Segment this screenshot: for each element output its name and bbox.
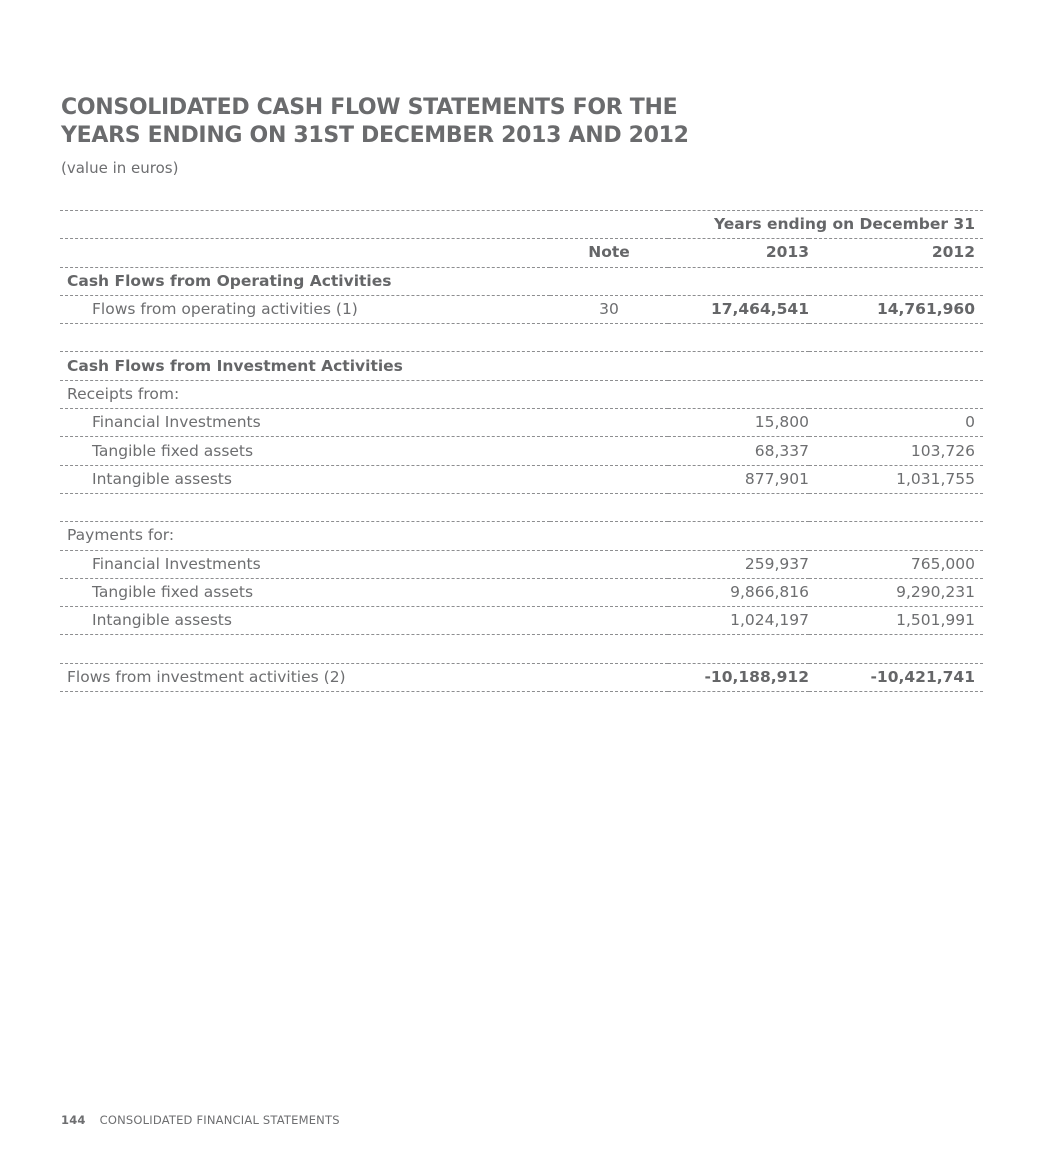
header-columns-row [60,239,983,267]
table-row [60,437,983,465]
investment-section-row [60,352,983,380]
title-line-2: YEARS ENDING ON 31ST DECEMBER 2013 AND 2012 [61,123,689,148]
receipts-heading-row [60,380,983,408]
operating-flows-2012: 14,761,960 [809,295,983,323]
spacer-row [60,635,983,663]
header-period-row [60,211,983,239]
spacer-row [60,324,983,352]
table-row [60,607,983,635]
value-unit-note: (value in euros) [61,159,179,177]
page-footer [61,1113,340,1127]
receipt-item-2012: 103,726 [809,437,983,465]
cash-flow-table [60,210,983,692]
table-row [60,465,983,493]
payment-item-label: Intangible assests [60,607,550,635]
table-row [60,409,983,437]
receipt-item-label: Financial Investments [60,409,550,437]
operating-flows-note: 30 [550,295,668,323]
receipt-item-2012: 1,031,755 [809,465,983,493]
operating-flows-row [60,295,983,323]
footer-section-title: CONSOLIDATED FINANCIAL STATEMENTS [99,1113,340,1127]
receipt-item-2012: 0 [809,409,983,437]
receipt-item-2013: 877,901 [668,465,809,493]
year-2013-header: 2013 [668,239,809,267]
page-title [61,94,689,150]
payment-item-label: Financial Investments [60,550,550,578]
investment-total-2012: -10,421,741 [809,663,983,691]
note-column-header: Note [550,239,668,267]
spacer-row [60,493,983,521]
payment-item-2012: 765,000 [809,550,983,578]
payment-item-label: Tangible fixed assets [60,578,550,606]
operating-section-row [60,267,983,295]
receipt-item-2013: 68,337 [668,437,809,465]
payment-item-2012: 9,290,231 [809,578,983,606]
payment-item-2012: 1,501,991 [809,607,983,635]
receipt-item-label: Tangible fixed assets [60,437,550,465]
payments-heading-row [60,522,983,550]
table-row [60,550,983,578]
operating-section-label: Cash Flows from Operating Activities [60,267,550,295]
investment-total-2013: -10,188,912 [668,663,809,691]
investment-section-label: Cash Flows from Investment Activities [60,352,550,380]
period-header: Years ending on December 31 [668,211,983,239]
payment-item-2013: 1,024,197 [668,607,809,635]
page-number: 144 [61,1113,86,1127]
operating-flows-label: Flows from operating activities (1) [60,295,550,323]
receipt-item-2013: 15,800 [668,409,809,437]
payment-item-2013: 259,937 [668,550,809,578]
year-2012-header: 2012 [809,239,983,267]
operating-flows-2013: 17,464,541 [668,295,809,323]
receipt-item-label: Intangible assests [60,465,550,493]
payment-item-2013: 9,866,816 [668,578,809,606]
table-row [60,578,983,606]
title-line-1: CONSOLIDATED CASH FLOW STATEMENTS FOR THE [61,95,678,120]
receipts-label: Receipts from: [60,380,550,408]
payments-label: Payments for: [60,522,550,550]
investment-total-row [60,663,983,691]
investment-total-label: Flows from investment activities (2) [60,663,550,691]
